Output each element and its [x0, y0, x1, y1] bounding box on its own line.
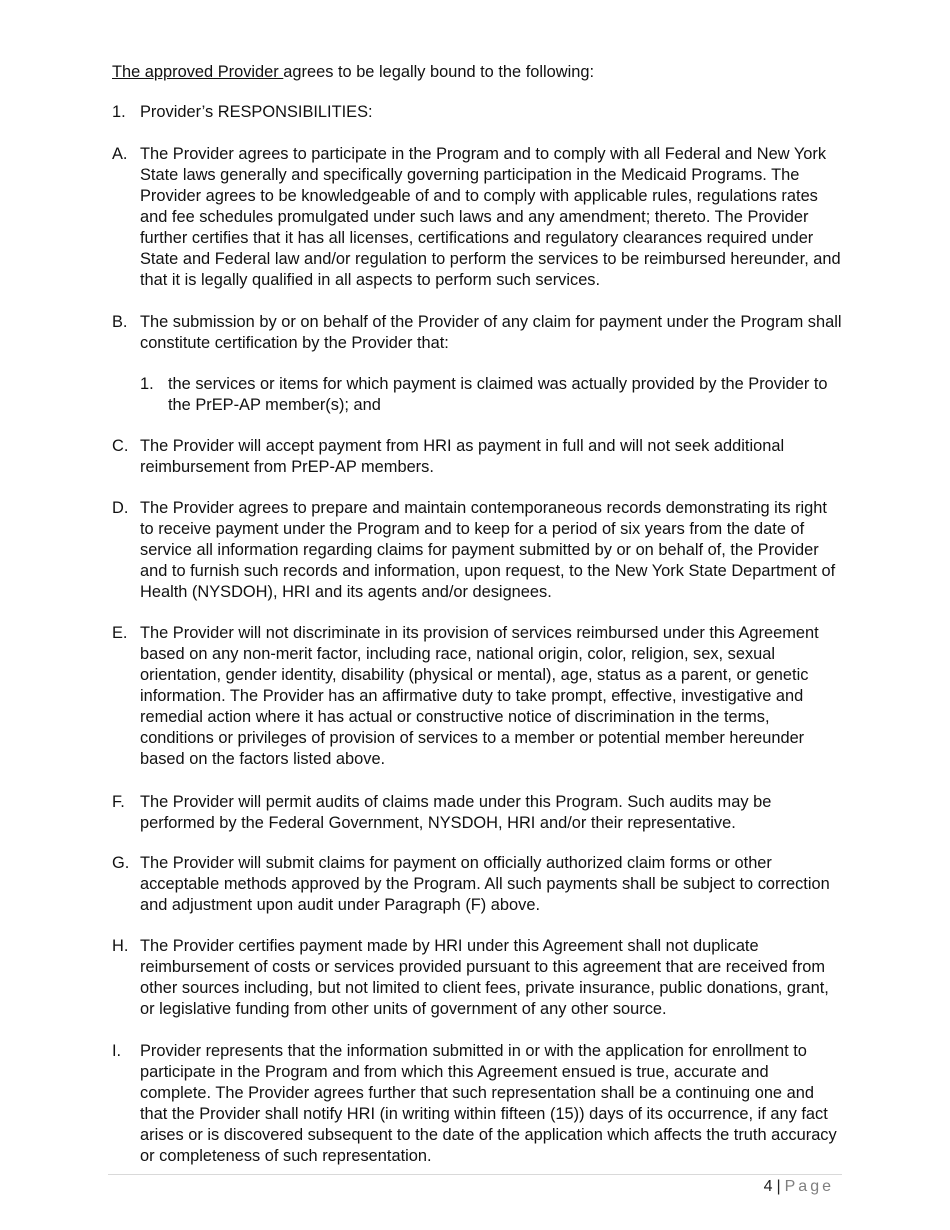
clause-label: G.: [112, 854, 130, 872]
clause-text: The Provider agrees to prepare and maintain contemporaneous records demonstrating its right to receive payment under the Program and to keep for a period of six years from the date of service all information regarding claims for payment submitted by or on behalf of, the Provider and to furnish such records and information, upon request, to the New York State Department of Health (NYSDOH), HRI and its agents and/or designees.: [140, 499, 836, 601]
intro-underlined: The approved Provider: [112, 63, 284, 81]
clause-label: E.: [112, 624, 128, 642]
clause-a: [112, 144, 842, 291]
clause-text: The Provider will permit audits of claims made under this Program. Such audits may be performed by the Federal Government, NYSDOH, HRI and/or their representative.: [140, 793, 772, 832]
clause-text: the services or items for which payment is claimed was actually provided by the Provider to the PrEP-AP member(s); and: [168, 375, 828, 414]
footer-divider: [108, 1174, 842, 1175]
clause-b-sub-1: [140, 374, 842, 416]
clause-c: [112, 436, 842, 478]
clause-label: 1.: [140, 375, 154, 393]
clause-label: H.: [112, 937, 129, 955]
clause-f: [112, 792, 842, 834]
page-word: Page: [784, 1178, 834, 1195]
clause-text: The Provider will accept payment from HRI as payment in full and will not seek additional reimbursement from PrEP-AP members.: [140, 437, 785, 476]
clause-d: [112, 498, 842, 603]
clause-g: [112, 853, 842, 916]
clause-label: B.: [112, 313, 128, 331]
page-footer: [764, 1177, 834, 1197]
clause-label: I.: [112, 1042, 122, 1060]
page-number: 4: [763, 1178, 773, 1195]
clause-label: F.: [112, 793, 125, 811]
clause-label: A.: [112, 145, 128, 163]
section-title: Provider’s RESPONSIBILITIES:: [140, 103, 373, 121]
clause-label: C.: [112, 437, 129, 455]
footer-separator: |: [776, 1178, 781, 1195]
intro-rest: agrees to be legally bound to the following:: [283, 63, 595, 81]
clause-text: The Provider agrees to participate in the Program and to comply with all Federal and New York State laws generally and specifically governing participation in the Medicaid Programs. The Provider agrees to be knowledgeable of and to comply with applicable rules, regulations rates and fee schedules promulgated under such laws and any amendment; thereto. The Provider further certifies that it has all licenses, certifications and regulatory clearances required under State and Federal law and/or regulation to perform the services to be reimbursed hereunder, and that it is legally qualified in all aspects to perform such services.: [140, 145, 841, 289]
clause-text: The Provider certifies payment made by HRI under this Agreement shall not duplicate reimbursement of costs or services provided pursuant to this agreement that are received from other sources including, but not limited to client fees, private insurance, public donations, grant, or legislative funding from other units of government of any other source.: [140, 937, 829, 1018]
intro-line: [112, 62, 594, 83]
clause-b: [112, 312, 842, 354]
clause-text: The Provider will not discriminate in its provision of services reimbursed under this Agreement based on any non-merit factor, including race, national origin, color, religion, sex, sexual orientation, gender identity, disability (physical or mental), age, status as a parent, or genetic information. The Provider has an affirmative duty to take prompt, effective, investigative and remedial action where it has actual or constructive notice of discrimination in the terms, conditions or privileges of provision of services to a member or potential member hereunder based on the factors listed above.: [140, 624, 819, 768]
clause-h: [112, 936, 842, 1020]
clause-e: [112, 623, 842, 770]
section-heading: [112, 102, 842, 123]
section-number: 1.: [112, 103, 126, 121]
clause-text: The submission by or on behalf of the Provider of any claim for payment under the Program shall constitute certification by the Provider that:: [140, 313, 842, 352]
clause-text: The Provider will submit claims for payment on officially authorized claim forms or other acceptable methods approved by the Program. All such payments shall be subject to correction and adjustment upon audit under Paragraph (F) above.: [140, 854, 830, 914]
clause-text: Provider represents that the information submitted in or with the application for enrollment to participate in the Program and from which this Agreement ensued is true, accurate and complete. The Provider agrees further that such representation shall be a continuing one and that the Provider shall notify HRI (in writing within fifteen (15)) days of its occurrence, if any fact arises or is discovered subsequent to the date of the application which affects the truth accuracy or completeness of such representation.: [140, 1042, 837, 1165]
clause-label: D.: [112, 499, 129, 517]
clause-i: [112, 1041, 842, 1167]
